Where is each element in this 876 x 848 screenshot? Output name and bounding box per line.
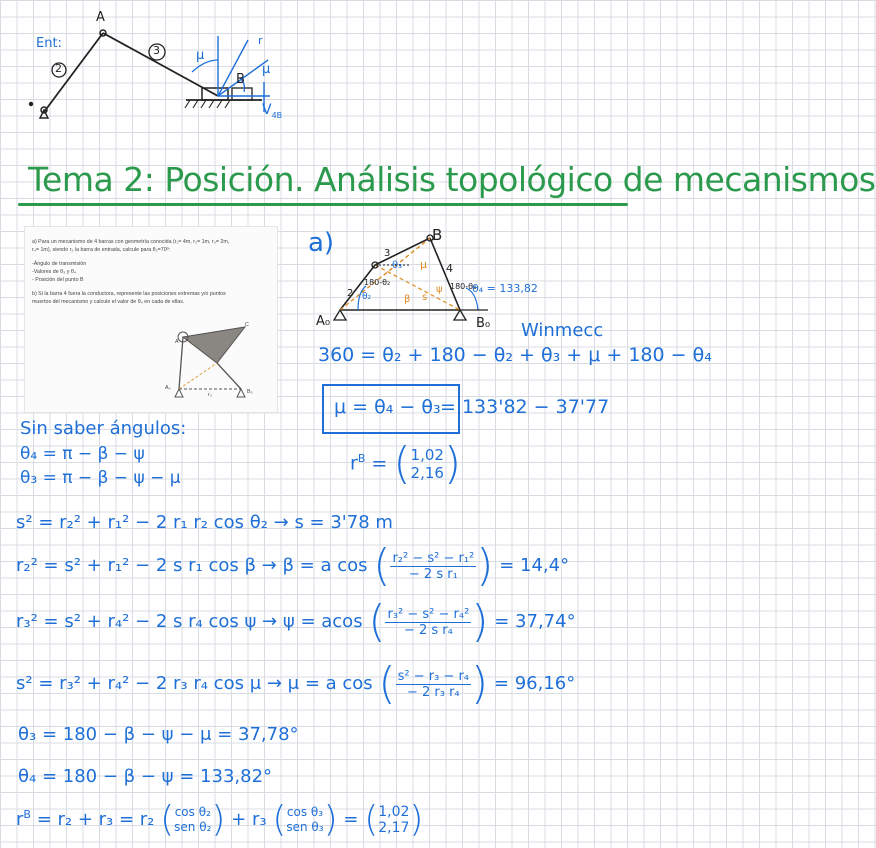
v-label: $V_{4B}$: [262, 102, 283, 120]
problem-line-a: a) Para un mecanismo de 4 barras con geometría conocida (r₁= 4m, r₂= 1m, r₃= 2m,: [32, 239, 230, 245]
eq-theta3-value: θ₃ = 180 − β − ψ − μ = 37,78°: [18, 724, 299, 745]
eq-boxed-mu: μ = θ₄ − θ₃: [334, 396, 441, 418]
page-title: Tema 2: Posición. Análisis topológico de mecanismos: [28, 160, 876, 199]
eq-psi: r₃² = s² + r₄² − 2 s r₄ cos ψ → ψ = acos ( $\frac{\text{r₃² − s² − r₄²}}{\text{− 2 s r₄}}$ ) = 37,74°: [16, 596, 576, 647]
problem-fig-c: C: [245, 322, 249, 328]
problem-fig-b0: B₀: [247, 389, 253, 395]
problem-fig-a: A: [175, 339, 179, 345]
link-2-label: 2: [55, 62, 62, 75]
diagram-s-label: s: [422, 292, 428, 303]
eq-angle-sum: 360 = θ₂ + 180 − θ₂ + θ₃ + μ + 180 − θ₄: [318, 344, 712, 366]
problem-fig-a0: A₀: [165, 385, 171, 391]
eq-mu: s² = r₃² + r₄² − 2 r₃ r₄ cos μ → μ = a cos ( $\frac{\text{s² − r₃ − r₄}}{\text{− 2 r₃ r₄}}$ ) = 96,16°: [16, 658, 576, 709]
ent-label: Ent:: [36, 36, 62, 51]
diagram-b-label: B: [432, 226, 443, 244]
top-mechanism-sketch: [0, 0, 300, 130]
diagram-mu-label: μ: [420, 258, 427, 271]
problem-figure: [155, 317, 275, 412]
problem-statement-image: [24, 226, 278, 413]
problem-fig-r3: r₃: [208, 392, 212, 398]
diagram-theta4-value: θ₄ = 133,82: [472, 282, 538, 295]
diagram-a0-label: A₀: [316, 314, 331, 329]
problem-line-a2: r₄= 1m), siendo r₂ la barra de entrada, calcule para θ₂=70º:: [32, 247, 171, 253]
eq-theta4-definition: θ₄ = π − β − ψ: [20, 444, 145, 464]
eq-beta: r₂² = s² + r₁² − 2 s r₁ cos β → β = a cos ( $\frac{\text{r₂² − s² − r₁²}}{\text{− 2 s r₁}}$ ) = 14,4°: [16, 540, 570, 591]
diagram-180-theta4-label: 180-θ₄: [450, 282, 477, 291]
diagram-beta-label: β: [404, 294, 411, 305]
eq-rb-vector: $r^B$ = ( 1,02 2,16 ): [350, 438, 462, 489]
diagram-b0-label: B₀: [476, 316, 491, 331]
problem-item-2: -Valores de θ₃ y θ₄: [32, 269, 76, 275]
eq-theta4-value: θ₄ = 180 − β − ψ = 133,82°: [18, 766, 273, 787]
joint-a-label: A: [96, 10, 105, 25]
mu-label-1: μ: [196, 48, 205, 63]
diagram-theta2-label: θ₂: [362, 292, 372, 302]
r-label: r: [258, 34, 263, 47]
problem-item-3: - Posición del punto B: [32, 277, 84, 283]
eq-theta3-definition: θ₃ = π − β − ψ − μ: [20, 468, 181, 488]
eq-boxed-value: = 133'82 − 37'77: [440, 396, 610, 418]
link-3-label: 3: [153, 44, 160, 57]
sin-saber-angulos: Sin saber ángulos:: [20, 418, 187, 439]
diagram-psi-label: ψ: [436, 284, 443, 295]
problem-line-b: b) Si la barra 4 fuera la conductora, represente las posiciones extremas y/o puntos: [32, 291, 226, 297]
diagram-2-label: 2: [347, 288, 354, 299]
diagram-theta3-label: θ₃: [392, 260, 403, 271]
problem-item-1: -Ángulo de transmisión: [32, 261, 87, 267]
problem-line-b2: muertos del mecanismo y calcule el valor de θ₄ en cada de ellas.: [32, 299, 185, 305]
joint-b-label: B: [236, 72, 245, 87]
diagram-4-label: 4: [446, 262, 453, 275]
winmecc-label: Winmecc: [521, 320, 604, 341]
part-a-label: a): [308, 228, 335, 258]
eq-rb-components: $r^B = r_2 + r_3 = r_2$ ( cos θ₂ sen θ₂ ) + r₃ ( cos θ₃ sen θ₃ ) = ( 1,02 2,17 ): [16, 799, 424, 840]
diagram-3-label: 3: [384, 248, 391, 259]
diagram-180-theta2-label: 180-θ₂: [364, 278, 391, 287]
eq-s: s² = r₂² + r₁² − 2 r₁ r₂ cos θ₂ → s = 3'78 m: [16, 512, 393, 533]
mu-label-2: μ: [262, 62, 271, 77]
title-underline: [18, 203, 628, 206]
